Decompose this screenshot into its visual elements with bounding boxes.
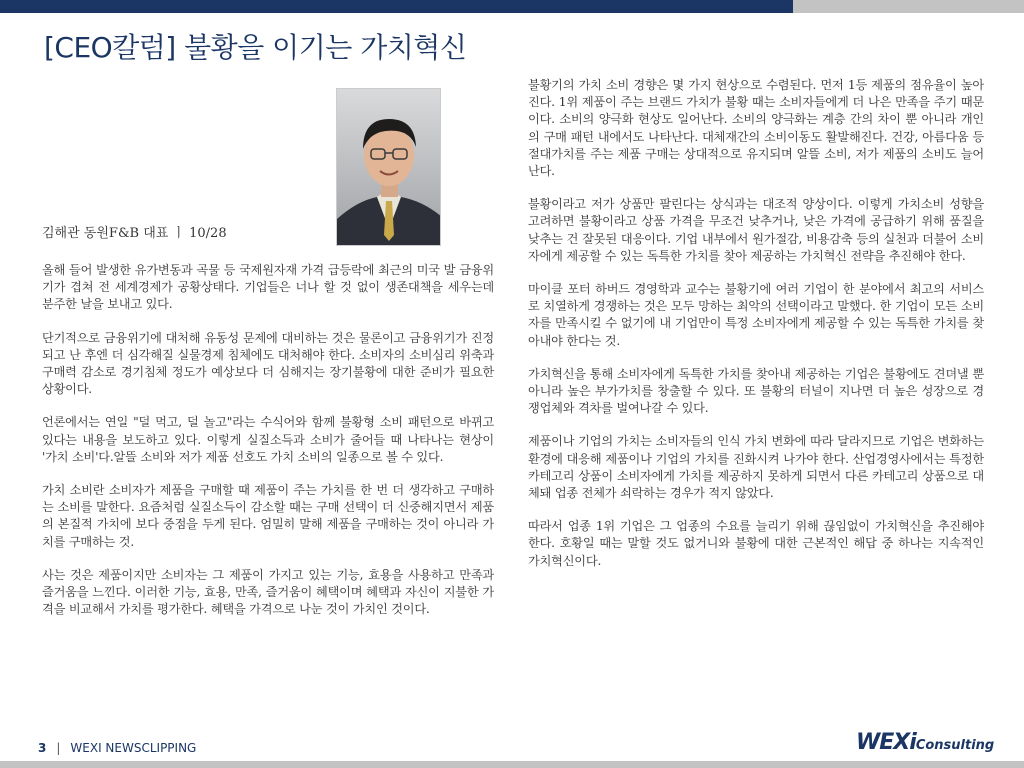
top-banner-accent: [793, 0, 1024, 13]
paragraph: 불황이라고 저가 상품만 팔린다는 상식과는 대조적 양상이다. 이렇게 가치소비 성향을 고려하면 불황이라고 상품 가격을 무조건 낮추거나, 낮은 가격에 공급하기 위해 품질을 낮추는 건 잘못된 대응이다. 기업 내부에서 원가절감, 비용감축 등의 실천과 더불어 소비자에게 제공할 수 있는 독특한 가치를 찾아 제공하는 가치혁신 전략을 추진해야 한다.: [528, 197, 984, 263]
page-number: 3: [38, 741, 47, 755]
footer-bar: [0, 761, 1024, 768]
article-byline: 김해관 동원F&B 대표 ㅣ 10/28: [42, 226, 227, 241]
paragraph: 단기적으로 금융위기에 대처해 유동성 문제에 대비하는 것은 물론이고 금융위기가 진정되고 난 후엔 더 심각해질 실물경제 침체에도 대처해야 한다. 소비자의 소비심리 위축과 구매력 감소로 경기침체 정도가 예상보다 더 심해지는 장기불황에 대한 준비가 필요한 상황이다.: [42, 330, 494, 397]
footer-label: [38, 741, 196, 755]
paragraph: 제품이나 기업의 가치는 소비자들의 인식 가치 변화에 따라 달라지므로 기업은 변화하는 환경에 대응해 제품이나 기업의 가치를 진화시켜 나가야 한다. 산업경영사에서는 특정한 카테고리 상품이 소비자에게 가치를 제공하지 못하게 되면서 다른 카테고리 상품으로 대체돼 업종 전체가 쇠락하는 경우가 적지 않았다.: [528, 434, 984, 501]
paragraph: 언론에서는 연일 "덜 먹고, 덜 놀고"라는 수식어와 함께 불황형 소비 패턴으로 바뀌고 있다는 내용을 보도하고 있다. 이렇게 실질소득과 소비가 줄어들 때 나타나는 현상이 '가치 소비'다.알뜰 소비와 저가 제품 선호도 가치 소비의 일종으로 볼 수 있다.: [42, 415, 494, 464]
logo-brand: WEXi: [856, 730, 916, 755]
article-column-right: [528, 77, 984, 586]
footer-title: WEXI NEWSCLIPPING: [70, 741, 197, 755]
page-title: [CEO칼럼] 불황을 이기는 가치혁신: [44, 31, 467, 64]
paragraph: 사는 것은 제품이지만 소비자는 그 제품이 가지고 있는 기능, 효용을 사용하고 만족과 즐거움을 느낀다. 이러한 기능, 효용, 만족, 즐거움이 혜택이며 혜택과 자신이 지불한 가격을 비교해서 가치를 평가한다. 혜택을 가격으로 나눈 것이 가치인 것이다.: [42, 567, 494, 617]
paragraph: 따라서 업종 1위 기업은 그 업종의 수요를 늘리기 위해 끊임없이 가치혁신을 추진해야 한다. 호황일 때는 말할 것도 없거니와 불황에 대한 근본적인 해답 중 하나는 지속적인 가치혁신이다.: [528, 519, 984, 568]
paragraph: 불황기의 가치 소비 경향은 몇 가지 현상으로 수렴된다. 먼저 1등 제품의 점유율이 높아진다. 1위 제품이 주는 브랜드 가치가 불황 때는 소비자들에게 더 나은 만족을 주기 때문이다. 소비의 양극화 현상도 일어난다. 소비의 양극화는 계층 간의 차이 뿐 아니라 개인의 구매 패턴 내에서도 나타난다. 대체재간의 소비이동도 활발해진다. 건강, 아름다움 등 절대가치를 주는 제품 구매는 상대적으로 유지되며 알뜰 소비, 저가 제품의 소비도 늘어난다.: [528, 78, 984, 179]
paragraph: 가치혁신을 통해 소비자에게 독특한 가치를 찾아내 제공하는 기업은 불황에도 견뎌낼 뿐 아니라 높은 부가가치를 창출할 수 있다. 또 불황의 터널이 지나면 더 높은 성장으로 경쟁업체와 격차를 벌여나갈 수 있다.: [528, 366, 984, 416]
paragraph: 가치 소비란 소비자가 제품을 구매할 때 제품이 주는 가치를 한 번 더 생각하고 구매하는 소비를 말한다. 요즘처럼 실질소득이 감소할 때는 구매 선택이 더 신중해지면서 제품의 본질적 가치에 보다 중점을 두게 된다. 엄밀히 말해 제품을 구매하는 것이 아니라 가치를 구매하는 것.: [42, 483, 494, 549]
top-banner-bar: [0, 0, 793, 13]
article-column-left: [42, 262, 494, 634]
portrait-icon: [337, 89, 441, 246]
paragraph: 마이클 포터 하버드 경영학과 교수는 불황기에 여러 기업이 한 분야에서 최고의 서비스로 치열하게 경쟁하는 것은 모두 망하는 최악의 선택이라고 말했다. 한 기업이 모든 소비자를 만족시킬 수 없기에 내 기업만이 특정 소비자에게 제공할 수 있는 독특한 가치를 찾아내야 한다는 것.: [528, 282, 984, 348]
wexi-logo-icon: [856, 730, 994, 755]
logo-sub: Consulting: [915, 738, 995, 753]
author-photo: [336, 88, 441, 246]
paragraph: 올해 들어 발생한 유가변동과 곡물 등 국제원자재 가격 급등락에 최근의 미국 발 금융위기가 겹쳐 전 세계경제가 공황상태다. 기업들은 너나 할 것 없이 생존대책을 세우는데 분주한 날을 보내고 있다.: [42, 263, 494, 312]
footer-separator: |: [56, 741, 61, 755]
